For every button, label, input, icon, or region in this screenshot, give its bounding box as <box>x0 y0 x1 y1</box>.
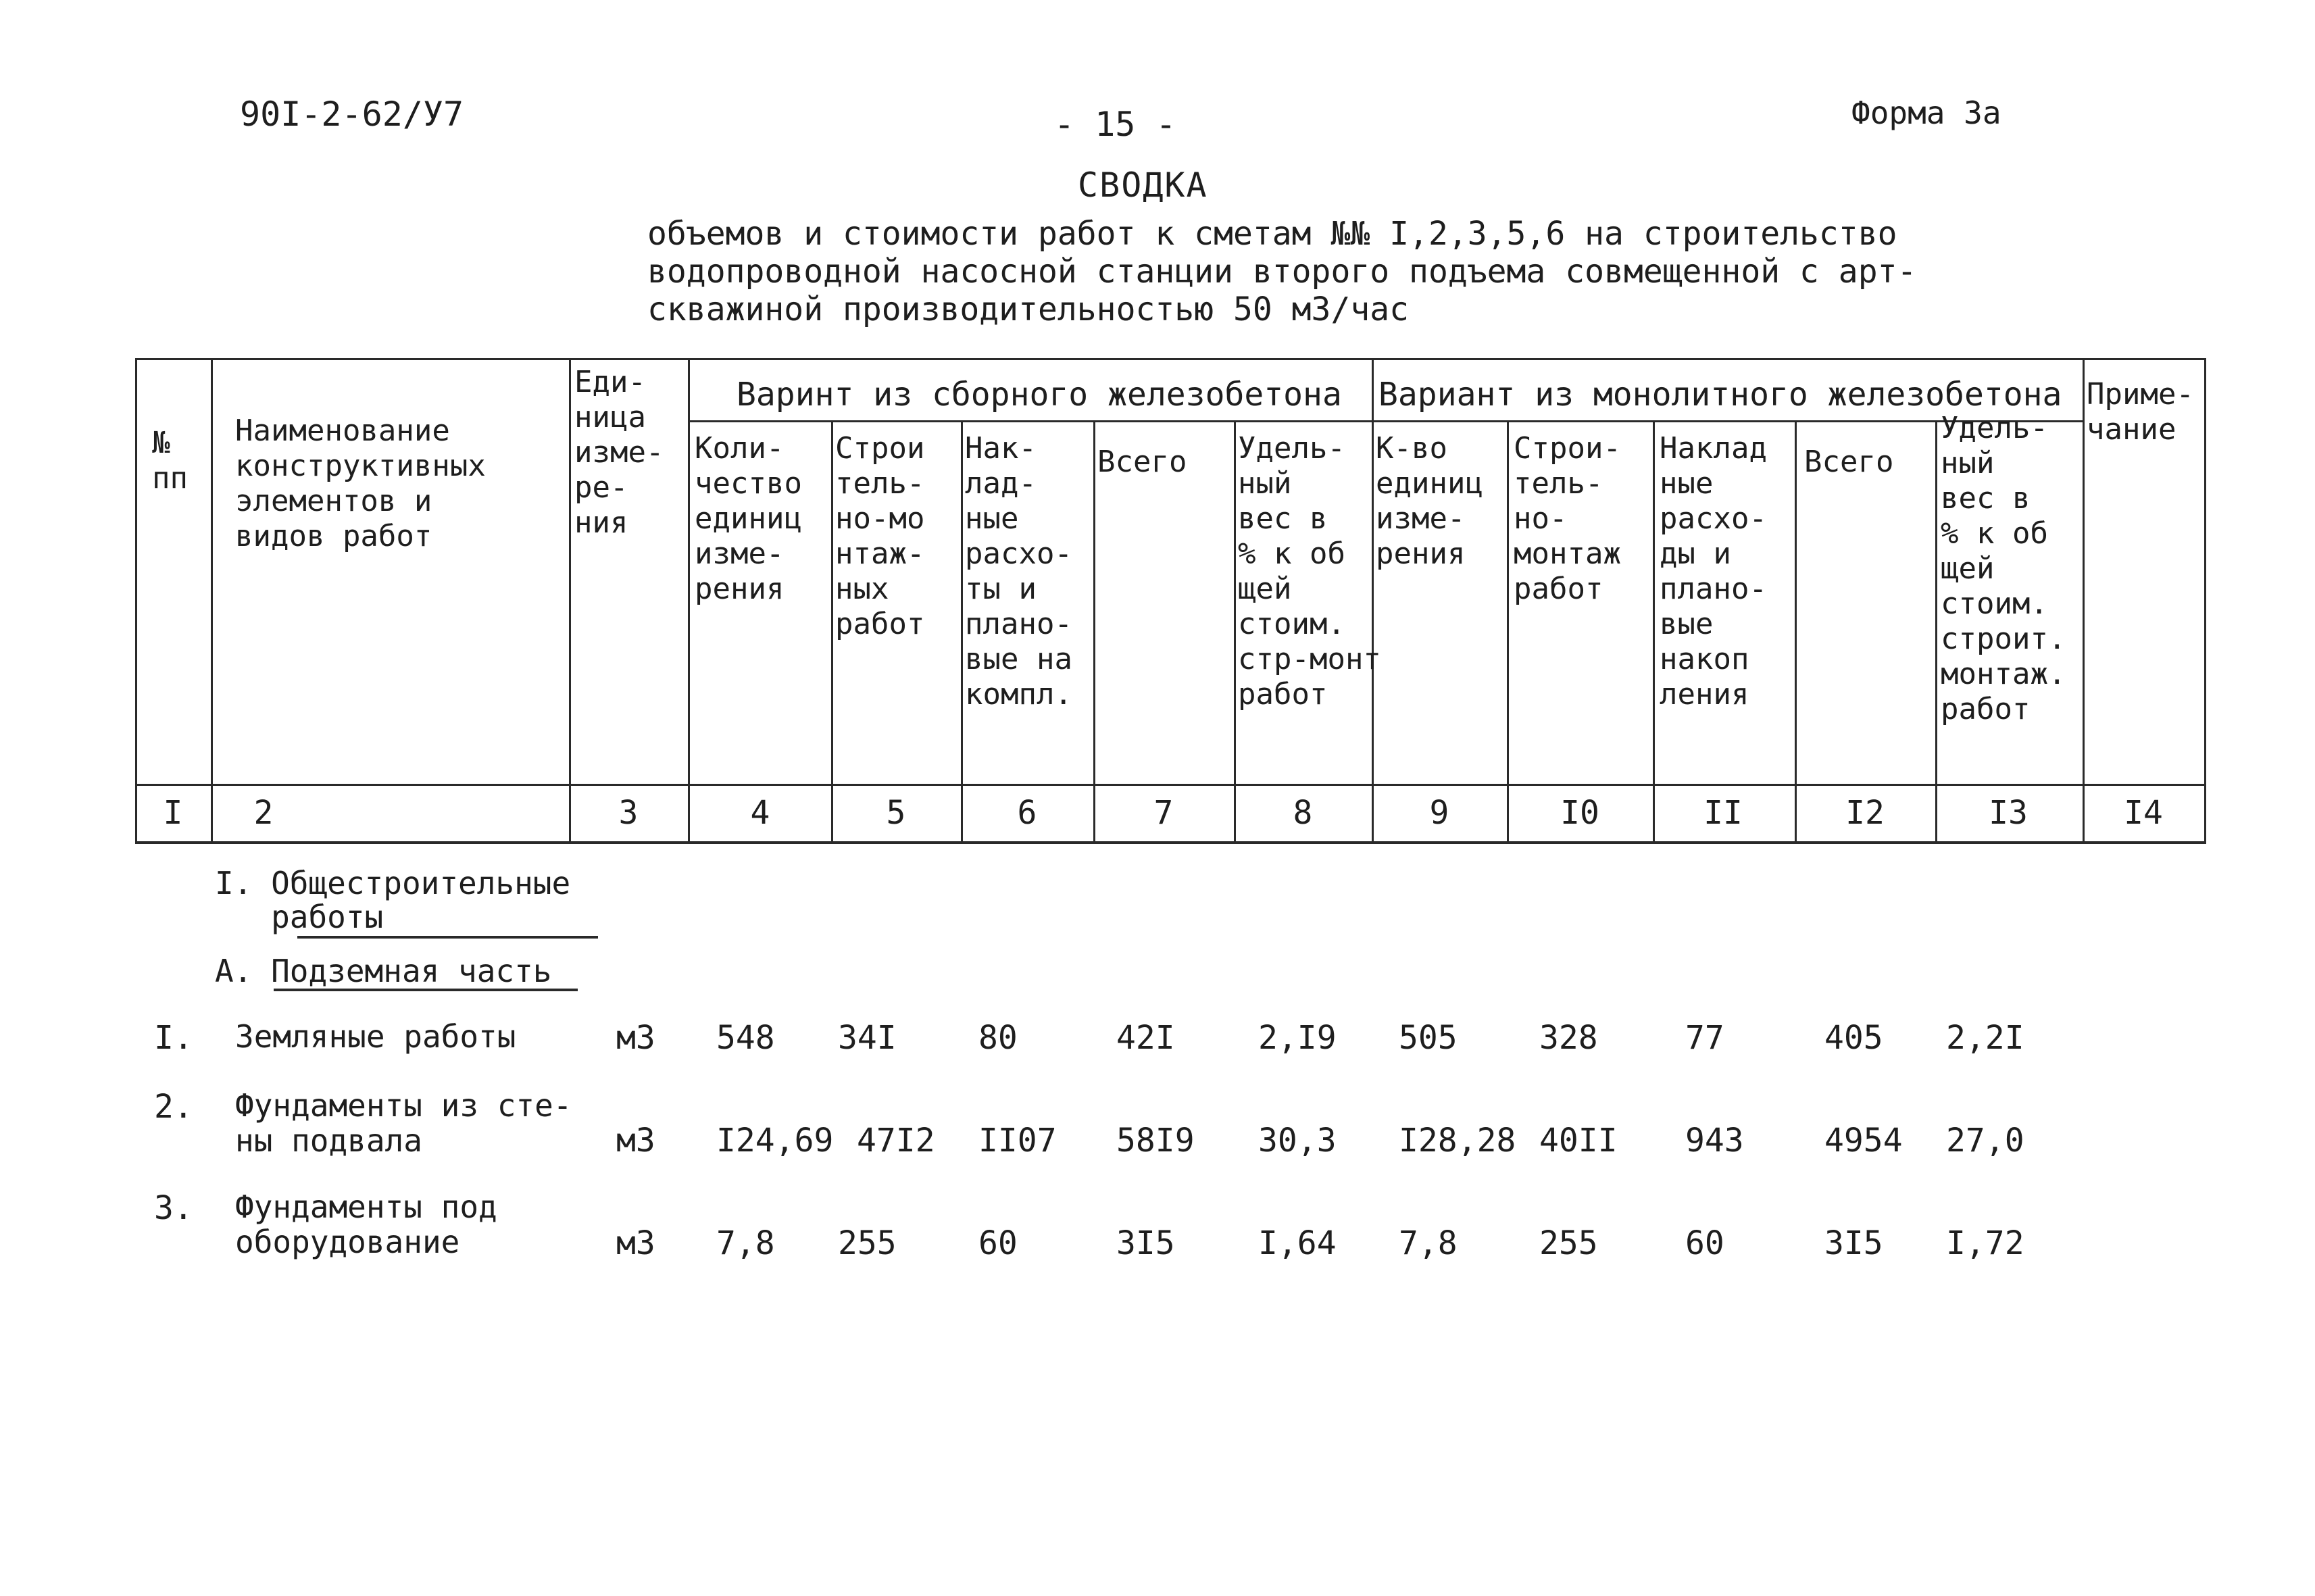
column-number: 7 <box>1153 794 1174 832</box>
col-header-name: Наименование конструктивных элементов и видов работ <box>235 414 486 553</box>
cell-value: 548 <box>716 1019 775 1057</box>
row-unit: м3 <box>616 1224 655 1262</box>
cell-value: 42I <box>1116 1019 1175 1057</box>
column-number: 6 <box>1017 794 1037 832</box>
column-number: 4 <box>750 794 770 832</box>
cell-value: 405 <box>1824 1019 1883 1057</box>
subtitle-line: объемов и стоимости работ к сметам №№ I,2,3,5,6 на строительство <box>647 215 1897 253</box>
column-number: 3 <box>618 794 639 832</box>
column-divider <box>1795 420 1797 843</box>
col-header-construction: Строи тель- но-мо нтаж- ных работ <box>835 431 925 641</box>
cell-value: 2,2I <box>1946 1019 2024 1057</box>
cell-value: I,72 <box>1946 1224 2024 1262</box>
column-numbers-rule <box>135 784 2206 786</box>
row-number: 2. <box>154 1088 193 1126</box>
column-number: 2 <box>253 794 274 832</box>
column-divider <box>688 358 690 843</box>
table-header-bottom-rule <box>135 841 2206 844</box>
cell-value: 505 <box>1399 1019 1458 1057</box>
col-header-share-mono: Удель- ный вес в % к об щей стоим. строит. монтаж. работ <box>1941 411 2066 726</box>
cell-value: 30,3 <box>1258 1122 1337 1159</box>
document-subtitle <box>647 215 1916 328</box>
col-header-overhead-mono: Наклад ные расхо- ды и плано- вые накоп ления <box>1660 431 1767 712</box>
col-header-share: Удель- ный вес в % к об щей стоим. стр-монт работ <box>1238 431 1381 712</box>
column-divider <box>831 420 833 843</box>
column-number: 8 <box>1293 794 1313 832</box>
col-header-quantity-mono: К-во единиц изме- рения <box>1376 431 1483 571</box>
column-divider <box>2204 358 2206 843</box>
cell-value: 7,8 <box>716 1224 775 1262</box>
cell-value: 255 <box>1539 1224 1598 1262</box>
row-number: I. <box>154 1019 193 1057</box>
column-divider <box>1234 420 1236 843</box>
cell-value: II07 <box>978 1122 1057 1159</box>
col-header-quantity: Коли- чество единиц изме- рения <box>695 431 802 606</box>
column-number: I <box>163 794 183 832</box>
row-unit: м3 <box>616 1019 655 1057</box>
column-divider <box>1935 420 1937 843</box>
document-title: СВОДКА <box>1078 166 1208 205</box>
column-number: II <box>1703 794 1743 832</box>
row-name: Фундаменты из сте- ны подвала <box>235 1087 572 1159</box>
col-header-construction-mono: Строи- тель- но- монтаж работ <box>1514 431 1621 606</box>
row-name: Фундаменты под оборудование <box>235 1189 497 1260</box>
col-header-note: Приме- чание <box>2087 377 2194 447</box>
cell-value: 3I5 <box>1824 1224 1883 1262</box>
cell-value: 27,0 <box>1946 1122 2024 1159</box>
subsection-underline <box>274 989 578 991</box>
cell-value: 60 <box>1685 1224 1724 1262</box>
cell-value: 7,8 <box>1399 1224 1458 1262</box>
subtitle-line: водопроводной насосной станции второго подъема совмещенной с арт- <box>647 253 1917 291</box>
cell-value: 255 <box>838 1224 897 1262</box>
section-heading: I. Общестроительные работы <box>215 865 571 935</box>
column-number: I2 <box>1845 794 1885 832</box>
cell-value: 328 <box>1539 1019 1598 1057</box>
group-header-precast: Варинт из сборного железобетона <box>737 376 1342 414</box>
group-header-rule <box>689 420 2085 422</box>
column-divider <box>569 358 571 843</box>
cell-value: 60 <box>978 1224 1018 1262</box>
col-header-total: Всего <box>1097 445 1187 479</box>
column-divider <box>2083 358 2085 843</box>
column-divider <box>1093 420 1095 843</box>
col-header-overhead: Нак- лад- ные расхо- ты и плано- вые на компл. <box>965 431 1072 712</box>
subtitle-line: скважиной производительностью 50 м3/час <box>647 291 1410 328</box>
column-divider <box>1653 420 1655 843</box>
cell-value: 40II <box>1539 1122 1618 1159</box>
column-divider <box>135 358 137 843</box>
column-divider <box>1507 420 1509 843</box>
cell-value: 77 <box>1685 1019 1724 1057</box>
cell-value: 47I2 <box>857 1122 935 1159</box>
cell-value: 3I5 <box>1116 1224 1175 1262</box>
cell-value: 943 <box>1685 1122 1744 1159</box>
subsection-heading: А. Подземная часть <box>215 953 552 989</box>
form-label: Форма 3а <box>1851 95 2001 131</box>
row-number: 3. <box>154 1189 193 1227</box>
column-number: I4 <box>2124 794 2163 832</box>
cell-value: I24,69 <box>716 1122 834 1159</box>
col-header-total-mono: Всего <box>1804 445 1894 479</box>
column-divider <box>961 420 963 843</box>
cell-value: 4954 <box>1824 1122 1903 1159</box>
row-name: Земляные работы <box>235 1018 516 1055</box>
column-number: 9 <box>1429 794 1449 832</box>
cell-value: I28,28 <box>1399 1122 1516 1159</box>
column-number: 5 <box>886 794 906 832</box>
cell-value: I,64 <box>1258 1224 1337 1262</box>
cell-value: 80 <box>978 1019 1018 1057</box>
col-header-unit: Еди- ница изме- ре- ния <box>574 365 664 540</box>
page-number: - 15 - <box>1054 105 1176 144</box>
group-header-monolithic: Вариант из монолитного железобетона <box>1378 376 2062 414</box>
cell-value: 58I9 <box>1116 1122 1195 1159</box>
col-header-number: № пп <box>152 426 188 495</box>
table-top-rule <box>135 358 2206 360</box>
cell-value: 2,I9 <box>1258 1019 1337 1057</box>
column-number: I0 <box>1560 794 1599 832</box>
column-number: I3 <box>1989 794 2028 832</box>
row-unit: м3 <box>616 1122 655 1159</box>
section-underline <box>297 936 598 939</box>
table-header <box>135 358 2206 845</box>
cell-value: 34I <box>838 1019 897 1057</box>
column-divider <box>211 358 213 843</box>
document-code: 90I-2-62/У7 <box>240 95 464 134</box>
